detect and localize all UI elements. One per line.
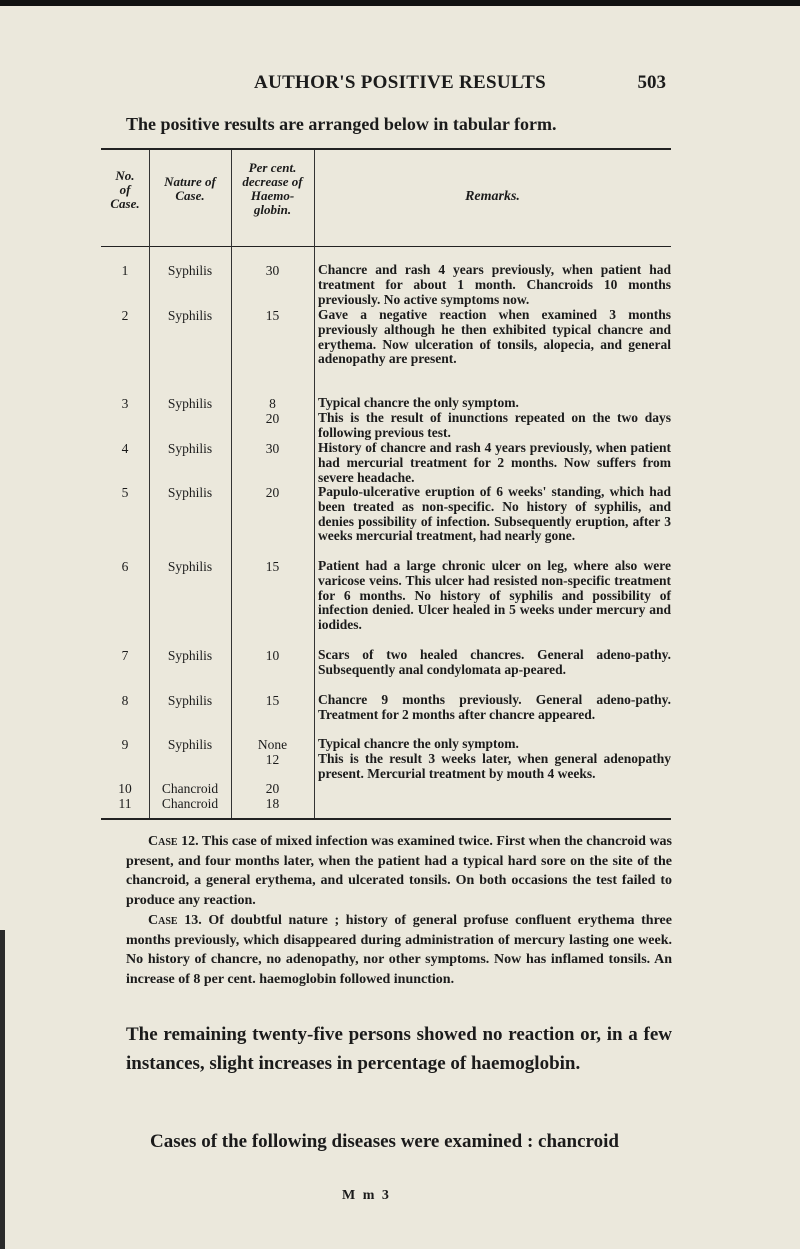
percent-decrease: 20 (265, 411, 280, 426)
case-number: 4 (121, 441, 129, 456)
case-nature: Syphilis (167, 693, 213, 708)
running-header: AUTHOR'S POSITIVE RESULTS (254, 72, 546, 93)
case-12-label: Case 12. (148, 834, 199, 849)
case-nature: Syphilis (167, 648, 213, 663)
top-edge (0, 0, 800, 6)
next-paragraph: Cases of the following diseases were examined : chancroid (150, 1131, 619, 1152)
table-bottom-rule (101, 818, 671, 820)
percent-decrease: 12 (265, 752, 280, 767)
page-number: 503 (637, 72, 666, 93)
case-number: 2 (121, 308, 129, 323)
percent-decrease: 15 (265, 693, 280, 708)
case-nature: Syphilis (167, 308, 213, 323)
column-divider (231, 150, 232, 818)
case-number: 3 (121, 396, 129, 411)
remark: Papulo-ulcerative eruption of 6 weeks' standing, which had been treated as non-specific. No history of syphilis, and denies possibility of infection. Subsequently eruption, after 3 weeks mercurial treatment, had nearly gone. (318, 484, 671, 544)
header-nature: Nature of Case. (164, 174, 216, 203)
case-number: 1 (121, 263, 129, 278)
percent-decrease: 8 (269, 396, 276, 411)
case-13-label: Case 13. (148, 913, 202, 928)
header-percent: Per cent. decrease of Haemo- globin. (242, 160, 303, 217)
percent-decrease: 20 (265, 781, 280, 796)
remark: Scars of two healed chancres. General adeno-pathy. Subsequently anal condylomata ap-peared. (318, 647, 671, 677)
table-top-rule (101, 148, 671, 150)
percent-decrease: None (257, 737, 288, 752)
remark: Patient had a large chronic ulcer on leg, where also were varicose veins. This ulcer had resisted non-specific treatment for 6 months. No history of syphilis and possibility of infection denied. Ulcer healed in 5 weeks under mercury and iodides. (318, 558, 671, 633)
case-number: 11 (118, 796, 132, 811)
results-table (101, 148, 671, 820)
case-number: 9 (121, 737, 129, 752)
case-number: 5 (121, 485, 129, 500)
percent-decrease: 18 (265, 796, 280, 811)
remark: Typical chancre the only symptom. (318, 395, 519, 410)
remark: Chancre 9 months previously. General adeno-pathy. Treatment for 2 months after chancre appeared. (318, 692, 671, 722)
case-number: 10 (118, 781, 132, 796)
header-remarks: Remarks. (465, 189, 520, 204)
case-number: 6 (121, 559, 129, 574)
header-rule (101, 246, 671, 247)
case-nature: Syphilis (167, 485, 213, 500)
remark: Gave a negative reaction when examined 3 months previously although he then exhibited typical chancre and erythema. Now ulceration of tonsils, alopecia, and general adenopathy are present. (318, 307, 671, 367)
case-nature: Chancroid (161, 781, 219, 796)
percent-decrease: 15 (265, 308, 280, 323)
column-divider (314, 150, 315, 818)
column-divider (149, 150, 150, 818)
case-12-text: This case of mixed infection was examined twice. First when the chancroid was present, and four months later, when the patient had a typical hard sore on the site of the chancroid, a general erythema, and ulcerated tonsils. On both occasions the test failed to produce any reaction. (126, 834, 673, 908)
conclusion-paragraph: The remaining twenty-five persons showed no reaction or, in a few instances, slight increases in percentage of haemoglobin. (126, 1024, 672, 1074)
remark: This is the result 3 weeks later, when general adenopathy present. Mercurial treatment by mouth 4 weeks. (318, 751, 671, 781)
case-nature: Syphilis (167, 263, 213, 278)
remark: Typical chancre the only symptom. (318, 736, 519, 751)
case-13-paragraph (126, 911, 672, 989)
case-nature: Syphilis (167, 737, 213, 752)
case-nature: Chancroid (161, 796, 219, 811)
header-no: No. of Case. (110, 168, 140, 211)
case-nature: Syphilis (167, 396, 213, 411)
case-nature: Syphilis (167, 559, 213, 574)
percent-decrease: 20 (265, 485, 280, 500)
percent-decrease: 10 (265, 648, 280, 663)
case-number: 8 (121, 693, 129, 708)
remark: This is the result of inunctions repeated on the two days following previous test. (318, 410, 671, 440)
percent-decrease: 30 (265, 263, 280, 278)
percent-decrease: 30 (265, 441, 280, 456)
remark: Chancre and rash 4 years previously, when patient had treatment for about 1 month. Chancroids 10 months previously. No active symptoms now. (318, 262, 671, 307)
percent-decrease: 15 (265, 559, 280, 574)
case-number: 7 (121, 648, 129, 663)
case-12-paragraph (126, 832, 672, 910)
remark: History of chancre and rash 4 years previously, when patient had mercurial treatment for 2 months. Now suffers from severe headache. (318, 440, 671, 485)
signature-mark: M m 3 (342, 1188, 391, 1203)
case-nature: Syphilis (167, 441, 213, 456)
binding-edge (0, 930, 5, 1249)
case-13-text: Of doubtful nature ; history of general profuse confluent erythema three months previously, which disappeared during administration of mercury lasting one week. No history of chancre, no adenopathy, nor other symptoms. Now has inflamed tonsils. An increase of 8 per cent. haemoglobin followed inunction. (126, 913, 672, 987)
intro-text: The positive results are arranged below in tabular form. (126, 114, 557, 134)
